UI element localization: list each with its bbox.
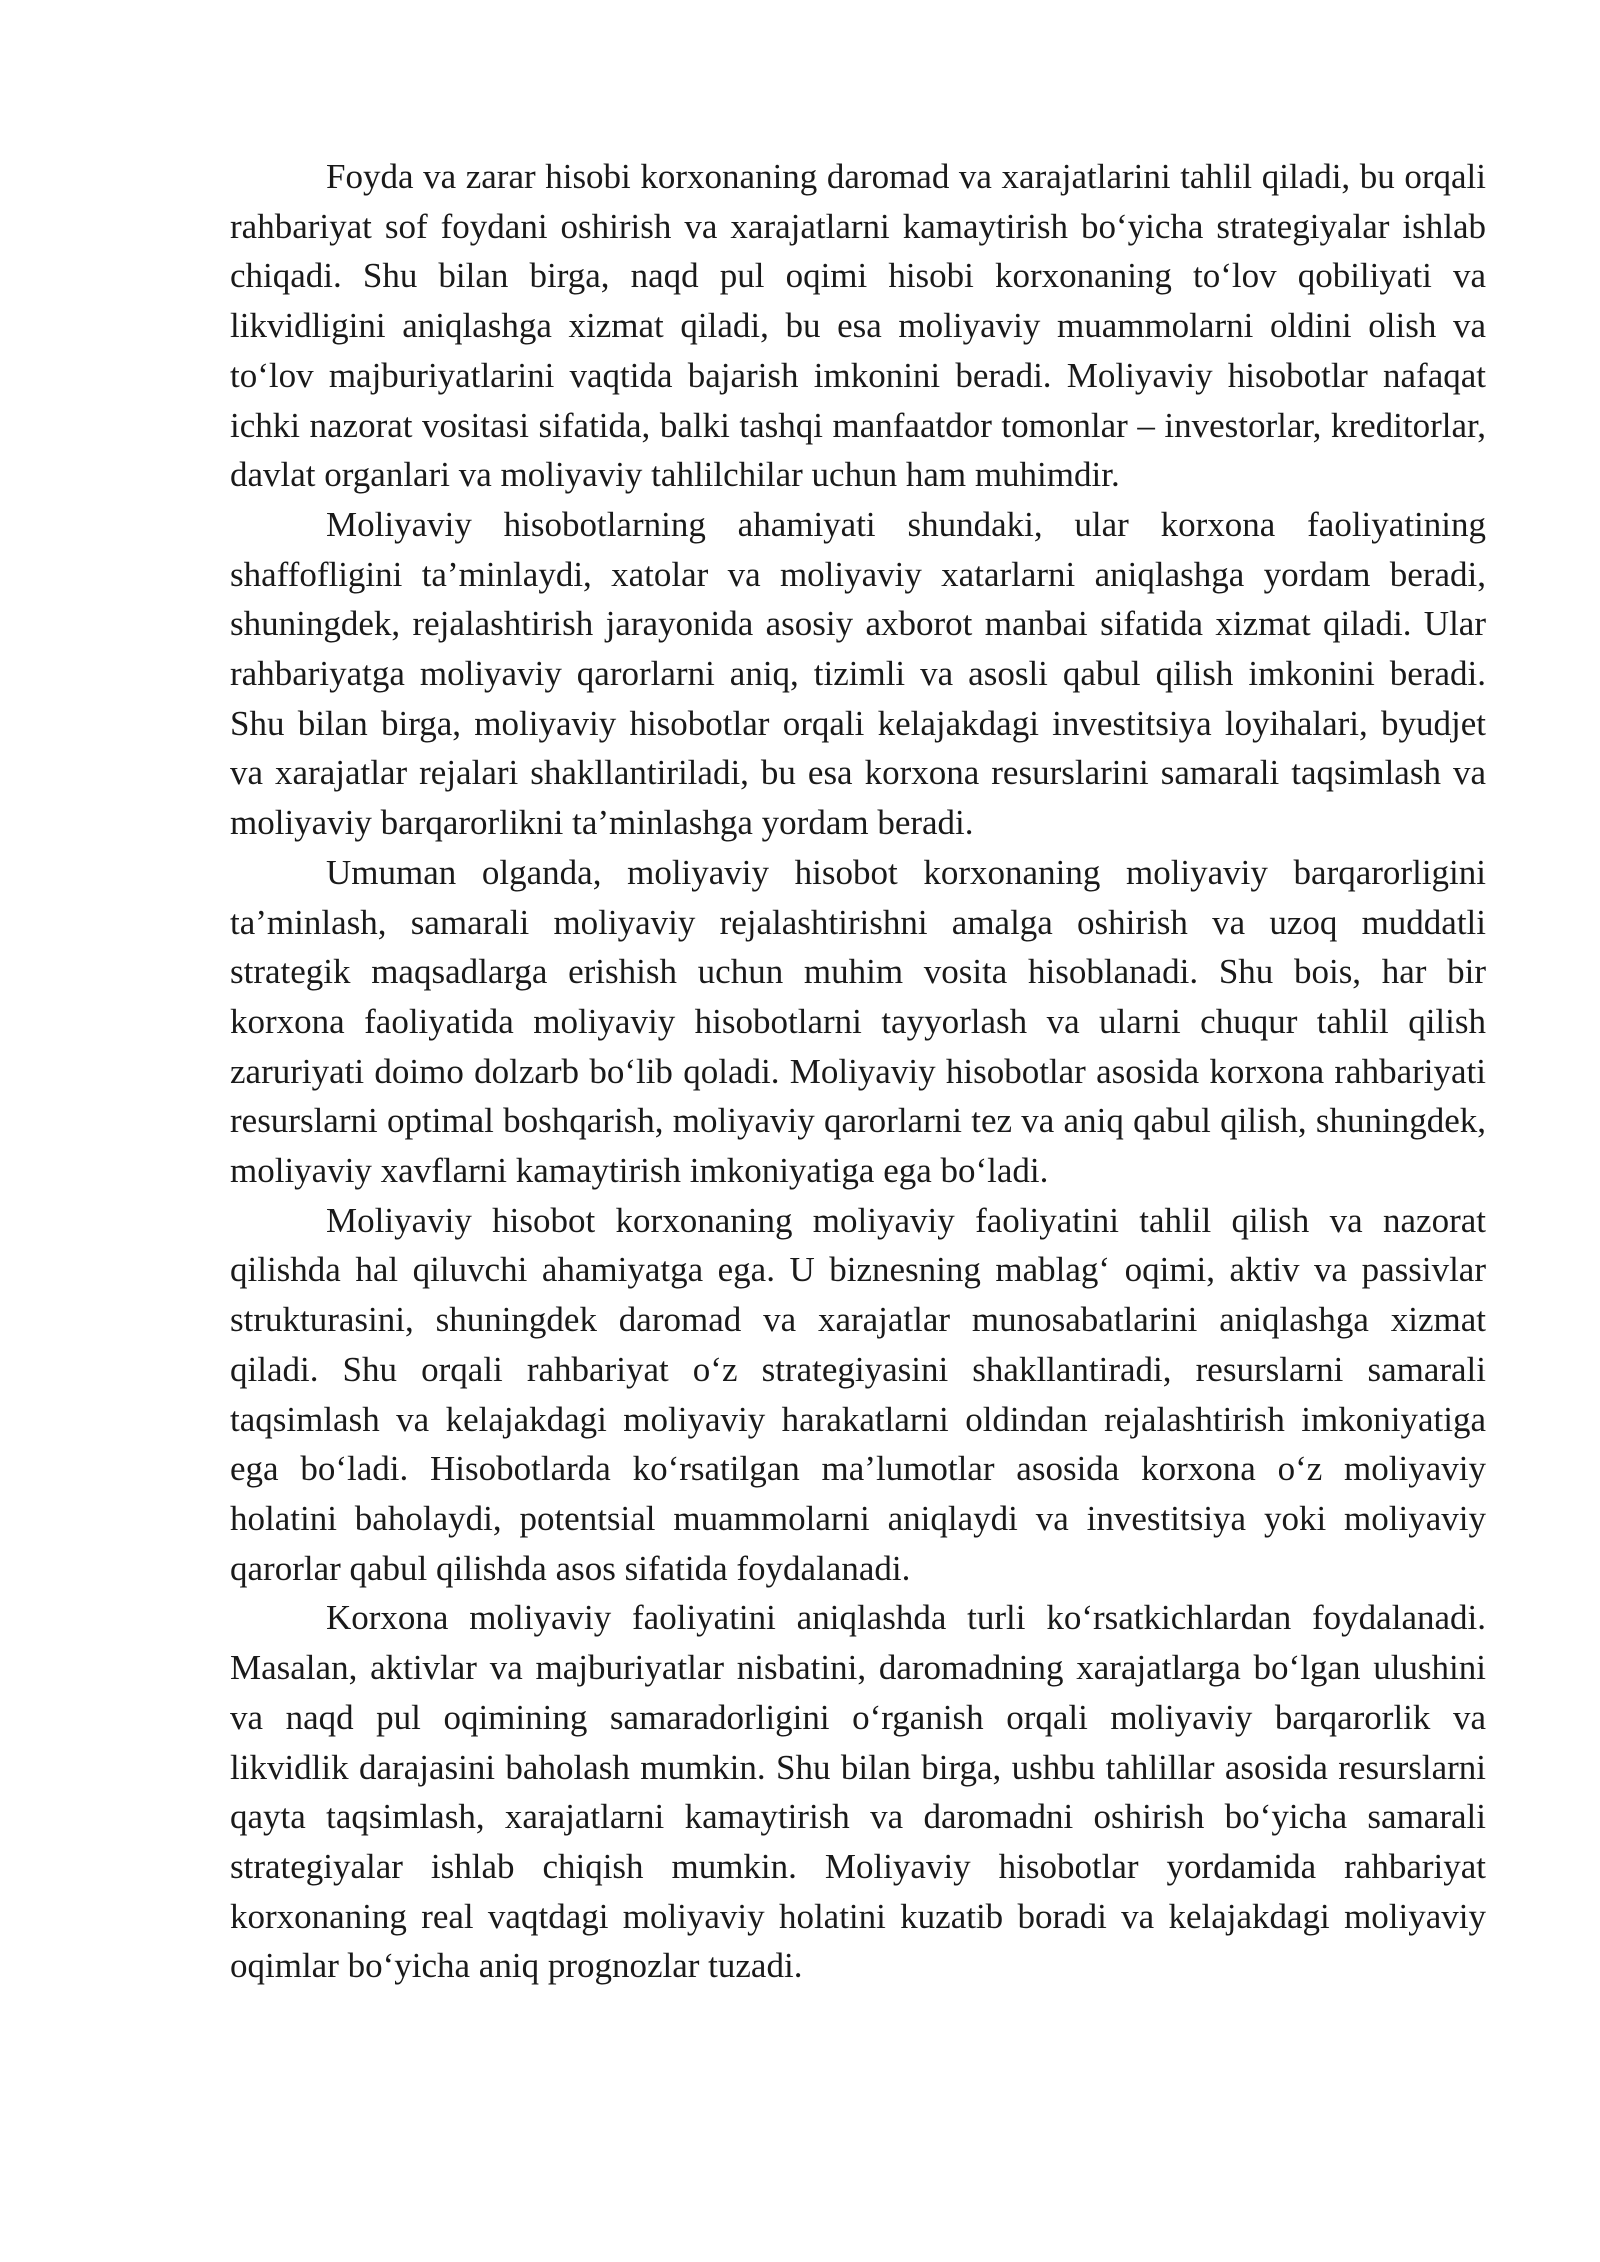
document-body: [230, 152, 1486, 1991]
paragraph: Moliyaviy hisobotlarning ahamiyati shundaki, ular korxona faoliyatining shaffofligini ta’minlaydi, xatolar va moliyaviy xatarlarni aniqlashga yordam beradi, shuningdek, rejalashtirish jarayonida asosiy axborot manbai sifatida xizmat qiladi. Ular rahbariyatga moliyaviy qarorlarni aniq, tizimli va asosli qabul qilish imkonini beradi. Shu bilan birga, moliyaviy hisobotlar orqali kelajakdagi investitsiya loyihalari, byudjet va xarajatlar rejalari shakllantiriladi, bu esa korxona resurslarini samarali taqsimlash va moliyaviy barqarorlikni ta’minlashga yordam beradi.: [230, 504, 1486, 843]
paragraph: Foyda va zarar hisobi korxonaning daromad va xarajatlarini tahlil qiladi, bu orqali rahbariyat sof foydani oshirish va xarajatlarni kamaytirish bo‘yicha strategiyalar ishlab chiqadi. Shu bilan birga, naqd pul oqimi hisobi korxonaning to‘lov qobiliyati va likvidligini aniqlashga xizmat qiladi, bu esa moliyaviy muammolarni oldini olish va to‘lov majburiyatlarini vaqtida bajarish imkonini beradi. Moliyaviy hisobotlar nafaqat ichki nazorat vositasi sifatida, balki tashqi manfaatdor tomonlar – investorlar, kreditorlar, davlat organlari va moliyaviy tahlilchilar uchun ham muhimdir.: [230, 157, 1486, 495]
paragraph: Korxona moliyaviy faoliyatini aniqlashda turli ko‘rsatkichlardan foydalanadi. Masalan, aktivlar va majburiyatlar nisbatini, daromadning xarajatlarga bo‘lgan ulushini va naqd pul oqimining samaradorligini o‘rganish orqali moliyaviy barqarorlik va likvidlik darajasini baholash mumkin. Shu bilan birga, ushbu tahlillar asosida resurslarni qayta taqsimlash, xarajatlarni kamaytirish va daromadni oshirish bo‘yicha samarali strategiyalar ishlab chiqish mumkin. Moliyaviy hisobotlar yordamida rahbariyat korxonaning real vaqtdagi moliyaviy holatini kuzatib boradi va kelajakdagi moliyaviy oqimlar bo‘yicha aniq prognozlar tuzadi.: [230, 1598, 1486, 1986]
paragraph: Moliyaviy hisobot korxonaning moliyaviy faoliyatini tahlil qilish va nazorat qilishda hal qiluvchi ahamiyatga ega. U biznesning mablag‘ oqimi, aktiv va passivlar strukturasini, shuningdek daromad va xarajatlar munosabatlarini aniqlashga xizmat qiladi. Shu orqali rahbariyat o‘z strategiyasini shakllantiradi, resurslarni samarali taqsimlash va kelajakdagi moliyaviy harakatlarni oldindan rejalashtirish imkoniyatiga ega bo‘ladi. Hisobotlarda ko‘rsatilgan ma’lumotlar asosida korxona o‘z moliyaviy holatini baholaydi, potentsial muammolarni aniqlaydi va investitsiya yoki moliyaviy qarorlar qabul qilishda asos sifatida foydalanadi.: [230, 1200, 1486, 1588]
paragraph: Umuman olganda, moliyaviy hisobot korxonaning moliyaviy barqarorligini ta’minlash, samarali moliyaviy rejalashtirishni amalga oshirish va uzoq muddatli strategik maqsadlarga erishish uchun muhim vosita hisoblanadi. Shu bois, har bir korxona faoliyatida moliyaviy hisobotlarni tayyorlash va ularni chuqur tahlil qilish zaruriyati doimo dolzarb bo‘lib qoladi. Moliyaviy hisobotlar asosida korxona rahbariyati resurslarni optimal boshqarish, moliyaviy qarorlarni tez va aniq qabul qilish, shuningdek, moliyaviy xavflarni kamaytirish imkoniyatiga ega bo‘ladi.: [230, 852, 1486, 1191]
